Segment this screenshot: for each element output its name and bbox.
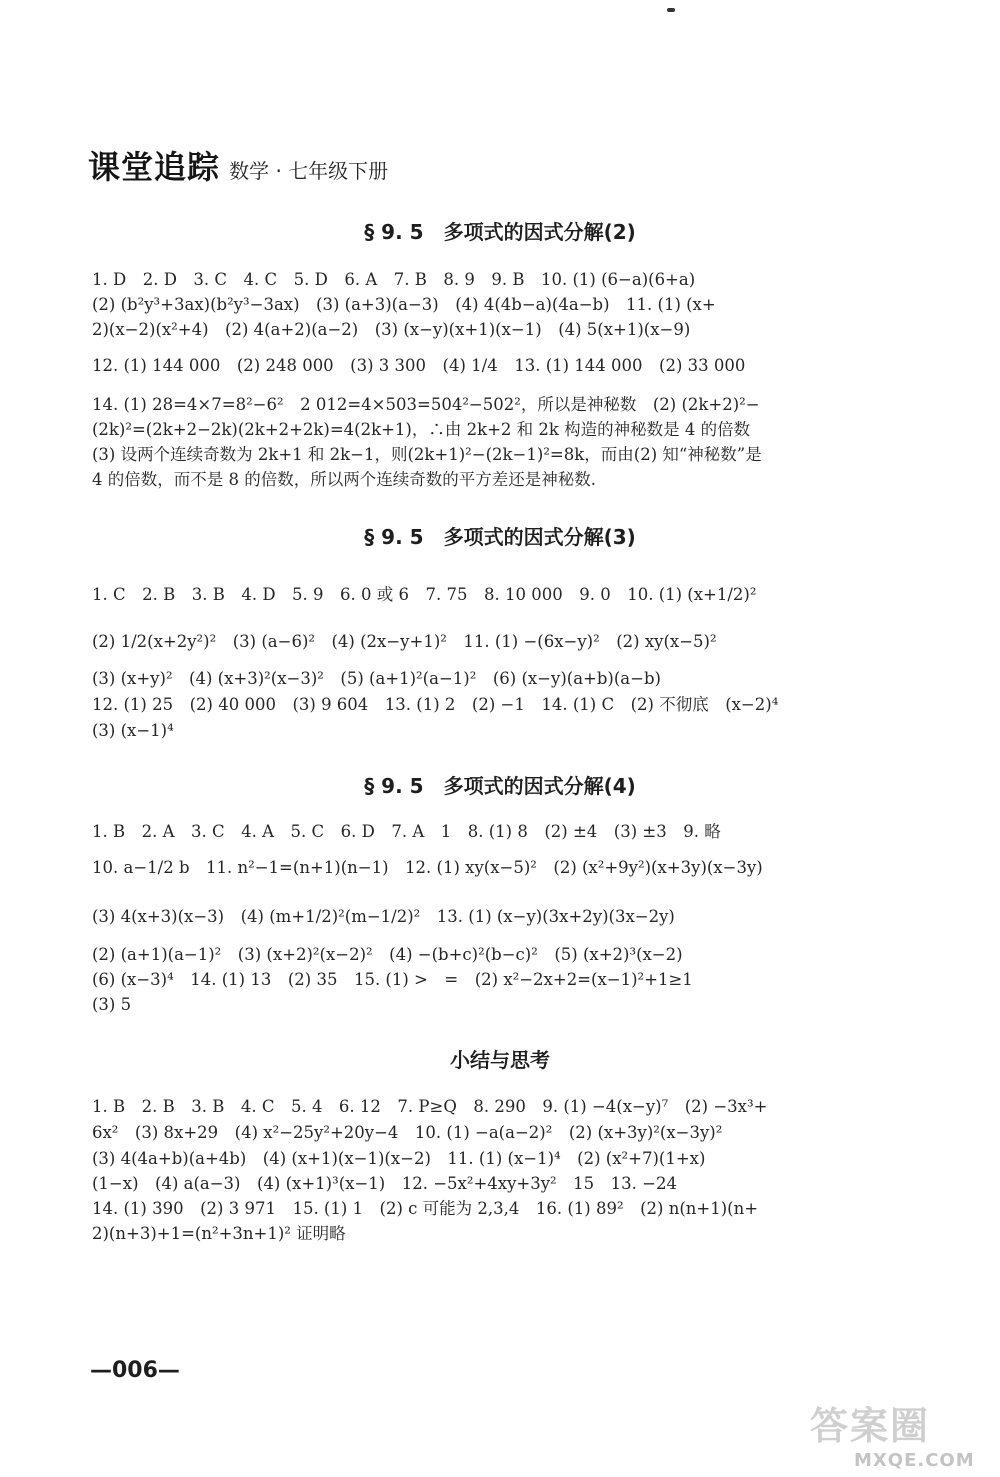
answer-line: (3) (x+y)² (4) (x+3)²(x−3)² (5) (a+1)²(a−1)² (6) (x−y)(a+b)(a−b) bbox=[92, 669, 661, 688]
answer-line: (3) 4(4a+b)(a+4b) (4) (x+1)(x−1)(x−2) 11. (1) (x−1)⁴ (2) (x²+7)(1+x) bbox=[92, 1149, 706, 1168]
answer-line: 2)(n+3)+1=(n²+3n+1)² 证明略 bbox=[92, 1224, 346, 1243]
series-logo: 课堂追踪 bbox=[88, 148, 221, 186]
answer-line: 1. D 2. D 3. C 4. C 5. D 6. A 7. B 8. 9 9. B 10. (1) (6−a)(6+a) bbox=[92, 270, 696, 289]
answer-line: 2)(x−2)(x²+4) (2) 4(a+2)(a−2) (3) (x−y)(x+1)(x−1) (4) 5(x+1)(x−9) bbox=[92, 320, 691, 339]
answer-line: 1. C 2. B 3. B 4. D 5. 9 6. 0 或 6 7. 75 8. 10 000 9. 0 10. (1) (x+1/2)² bbox=[92, 585, 757, 604]
answer-line: (2k)²=(2k+2−2k)(2k+2+2k)=4(2k+1)，∴由 2k+2 和 2k 构造的神秘数是 4 的倍数 bbox=[92, 420, 751, 439]
section-title: § 9. 5 多项式的因式分解(2) bbox=[364, 220, 636, 244]
answer-line: 6x² (3) 8x+29 (4) x²−25y²+20y−4 10. (1) −a(a−2)² (2) (x+3y)²(x−3y)² bbox=[92, 1123, 723, 1142]
answer-line: (2) (a+1)(a−1)² (3) (x+2)²(x−2)² (4) −(b+c)²(b−c)² (5) (x+2)³(x−2) bbox=[92, 945, 683, 964]
answer-line: (2) 1/2(x+2y²)² (3) (a−6)² (4) (2x−y+1)² 11. (1) −(6x−y)² (2) xy(x−5)² bbox=[92, 632, 717, 651]
answer-line: 14. (1) 28=4×7=8²−6² 2 012=4×503=504²−502²，所以是神秘数 (2) (2k+2)²− bbox=[92, 395, 760, 414]
answer-line: 10. a−1/2 b 11. n²−1=(n+1)(n−1) 12. (1) xy(x−5)² (2) (x²+9y²)(x+3y)(x−3y) bbox=[92, 858, 763, 877]
answer-line: 1. B 2. A 3. C 4. A 5. C 6. D 7. A 1 8. (1) 8 (2) ±4 (3) ±3 9. 略 bbox=[92, 822, 721, 841]
answer-line: (3) 5 bbox=[92, 995, 132, 1014]
answer-line: 4 的倍数，而不是 8 的倍数，所以两个连续奇数的平方差还是神秘数. bbox=[92, 470, 596, 489]
section-title: § 9. 5 多项式的因式分解(4) bbox=[364, 774, 636, 798]
answer-line: 1. B 2. B 3. B 4. C 5. 4 6. 12 7. P≥Q 8. 290 9. (1) −4(x−y)⁷ (2) −3x³+ bbox=[92, 1097, 768, 1116]
book-header bbox=[88, 142, 388, 188]
answer-line: (1−x) (4) a(a−3) (4) (x+1)³(x−1) 12. −5x²+4xy+3y² 15 13. −24 bbox=[92, 1174, 677, 1193]
answer-line: (3) 设两个连续奇数为 2k+1 和 2k−1，则(2k+1)²−(2k−1)²=8k，而由(2) 知“神秘数”是 bbox=[92, 445, 762, 464]
watermark-logo bbox=[810, 1395, 980, 1471]
book-subtitle: 数学 · 七年级下册 bbox=[229, 159, 389, 183]
section-title: § 9. 5 多项式的因式分解(3) bbox=[364, 525, 636, 549]
answer-line: (6) (x−3)⁴ 14. (1) 13 (2) 35 15. (1) > = (2) x²−2x+2=(x−1)²+1≥1 bbox=[92, 970, 693, 989]
answer-line: 12. (1) 25 (2) 40 000 (3) 9 604 13. (1) 2 (2) −1 14. (1) C (2) 不彻底 (x−2)⁴ bbox=[92, 695, 779, 714]
answer-line: (3) (x−1)⁴ bbox=[92, 721, 174, 740]
answer-line: 14. (1) 390 (2) 3 971 15. (1) 1 (2) c 可能为 2,3,4 16. (1) 89² (2) n(n+1)(n+ bbox=[92, 1199, 759, 1218]
answer-line: (3) 4(x+3)(x−3) (4) (m+1/2)²(m−1/2)² 13. (1) (x−y)(3x+2y)(3x−2y) bbox=[92, 907, 675, 926]
answer-line: (2) (b²y³+3ax)(b²y³−3ax) (3) (a+3)(a−3) (4) 4(4b−a)(4a−b) 11. (1) (x+ bbox=[92, 295, 716, 314]
watermark-url: MXQE.COM bbox=[854, 1450, 975, 1471]
page-number: —006— bbox=[90, 1358, 180, 1383]
watermark-text: 答案圈 bbox=[810, 1404, 931, 1448]
section-title: 小结与思考 bbox=[450, 1048, 550, 1072]
print-mark bbox=[667, 8, 675, 12]
answer-line: 12. (1) 144 000 (2) 248 000 (3) 3 300 (4) 1/4 13. (1) 144 000 (2) 33 000 bbox=[92, 356, 746, 375]
